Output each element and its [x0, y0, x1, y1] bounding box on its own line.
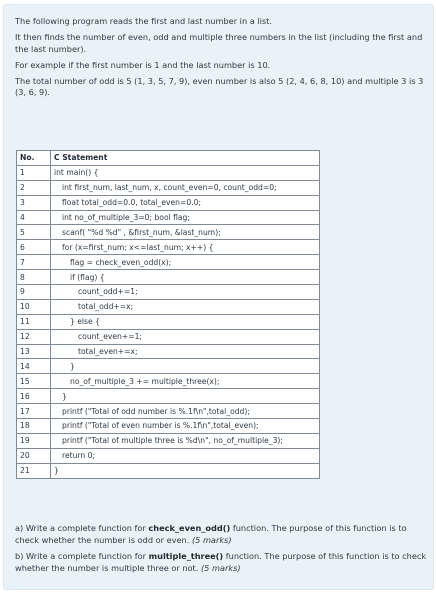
intro-line-4: The total number of odd is 5 (1, 3, 5, 7, 9), even number is also 5 (2, 4, 6, 8, 10) and multiple 3 is 3 (3, 6, 9). — [15, 75, 424, 97]
table-row — [17, 448, 320, 463]
line-number: 2 — [17, 180, 51, 195]
code-table-body — [17, 165, 320, 478]
line-number: 14 — [17, 359, 51, 374]
table-row — [17, 374, 320, 389]
question-b-function: multiple_three() — [148, 551, 224, 561]
line-number: 8 — [17, 270, 51, 285]
question-a — [15, 523, 429, 546]
line-number: 1 — [17, 165, 51, 180]
question-panel — [3, 4, 434, 590]
code-statement: scanf( "%d %d" , &first_num, &last_num); — [51, 225, 320, 240]
code-statement: total_even+=x; — [51, 344, 320, 359]
code-statement: int main() { — [51, 165, 320, 180]
table-row — [17, 195, 320, 210]
code-statement: } — [51, 389, 320, 404]
table-row — [17, 255, 320, 270]
table-row — [17, 404, 320, 419]
line-number: 7 — [17, 255, 51, 270]
question-b — [15, 551, 429, 574]
table-row — [17, 165, 320, 180]
question-b-marks: (5 marks) — [200, 562, 241, 573]
table-row — [17, 240, 320, 255]
code-statement: } — [51, 463, 320, 478]
line-number: 18 — [17, 419, 51, 434]
line-number: 9 — [17, 285, 51, 300]
line-number: 20 — [17, 448, 51, 463]
table-header-row — [17, 151, 320, 166]
header-no: No. — [17, 151, 51, 166]
question-a-suffix: function. The purpose of this function is to check whether the number is odd or even. — [15, 523, 407, 545]
question-a-prefix: a) Write a complete function for — [15, 523, 149, 533]
intro-text — [15, 16, 427, 103]
intro-line-2: It then finds the number of even, odd and multiple three numbers in the list (including the first and the last number). — [15, 32, 423, 54]
intro-line-3: For example if the first number is 1 and the last number is 10. — [15, 59, 271, 70]
code-statement: count_even+=1; — [51, 329, 320, 344]
table-row — [17, 419, 320, 434]
line-number: 15 — [17, 374, 51, 389]
table-row — [17, 225, 320, 240]
line-number: 21 — [17, 463, 51, 478]
line-number: 13 — [17, 344, 51, 359]
header-statement: C Statement — [51, 151, 320, 166]
table-row — [17, 210, 320, 225]
line-number: 17 — [17, 404, 51, 419]
line-number: 11 — [17, 314, 51, 329]
table-row — [17, 344, 320, 359]
table-row — [17, 433, 320, 448]
question-b-suffix: function. The purpose of this function is to check whether the number is multiple three or not. — [15, 551, 427, 573]
table-row — [17, 329, 320, 344]
code-statement: for (x=first_num; x<=last_num; x++) { — [51, 240, 320, 255]
code-table — [16, 150, 320, 479]
code-statement: int no_of_multiple_3=0; bool flag; — [51, 210, 320, 225]
code-statement: float total_odd=0.0, total_even=0.0; — [51, 195, 320, 210]
code-statement: return 0; — [51, 448, 320, 463]
code-statement: count_odd+=1; — [51, 285, 320, 300]
code-statement: if (flag) { — [51, 270, 320, 285]
intro-line-1: The following program reads the first and last number in a list. — [15, 16, 272, 26]
question-a-function: check_even_odd() — [148, 523, 231, 533]
code-statement: } — [51, 359, 320, 374]
line-number: 4 — [17, 210, 51, 225]
code-statement: } else { — [51, 314, 320, 329]
table-row — [17, 463, 320, 478]
question-a-marks: (5 marks) — [191, 534, 232, 545]
code-statement: int first_num, last_num, x, count_even=0, count_odd=0; — [51, 180, 320, 195]
line-number: 5 — [17, 225, 51, 240]
code-statement: printf ("Total of odd number is %.1f\n",total_odd); — [51, 404, 320, 419]
line-number: 19 — [17, 433, 51, 448]
table-row — [17, 389, 320, 404]
code-statement: total_odd+=x; — [51, 299, 320, 314]
line-number: 16 — [17, 389, 51, 404]
line-number: 12 — [17, 329, 51, 344]
question-b-prefix: b) Write a complete function for — [15, 551, 149, 561]
line-number: 3 — [17, 195, 51, 210]
code-statement: no_of_multiple_3 += multiple_three(x); — [51, 374, 320, 389]
code-statement: printf ("Total of even number is %.1f\n",total_even); — [51, 419, 320, 434]
table-row — [17, 359, 320, 374]
table-row — [17, 180, 320, 195]
code-statement: flag = check_even_odd(x); — [51, 255, 320, 270]
code-statement: printf ("Total of multiple three is %d\n", no_of_multiple_3); — [51, 433, 320, 448]
line-number: 10 — [17, 299, 51, 314]
table-row — [17, 299, 320, 314]
table-row — [17, 270, 320, 285]
table-row — [17, 314, 320, 329]
line-number: 6 — [17, 240, 51, 255]
table-row — [17, 285, 320, 300]
